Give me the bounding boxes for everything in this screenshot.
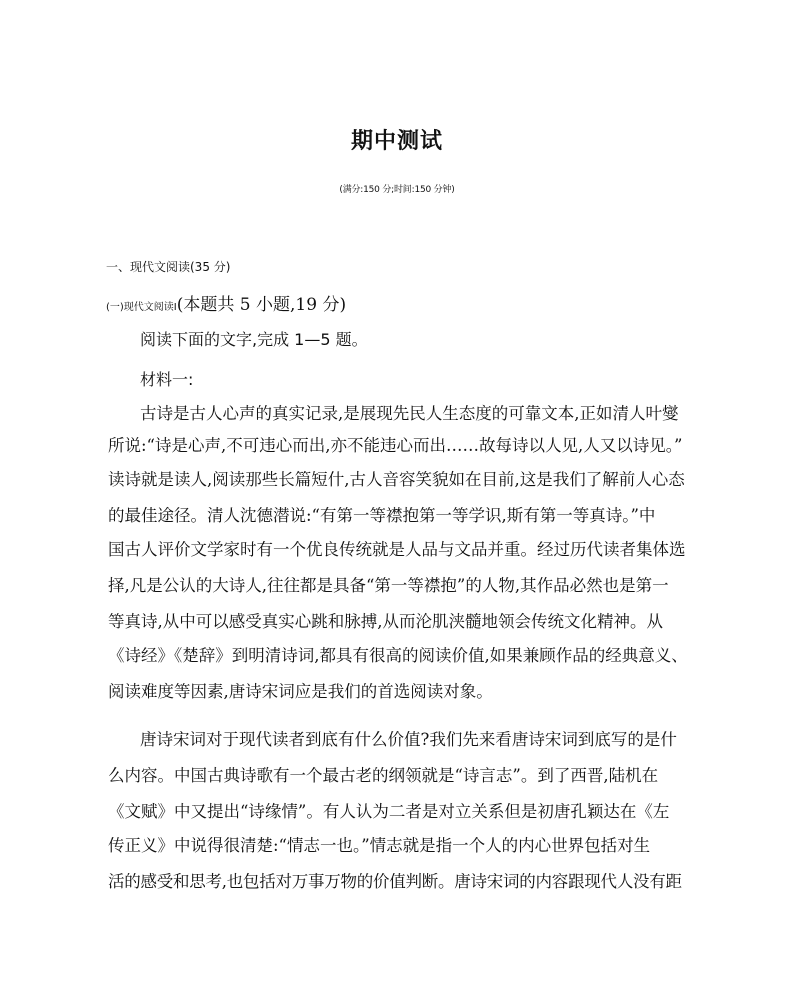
paragraph-line: 阅读难度等因素,唐诗宋词应是我们的首选阅读对象。 xyxy=(108,682,493,701)
page-title: 期中测试 xyxy=(350,129,443,154)
paragraph-line: 等真诗,从中可以感受真实心跳和脉搏,从而沦肌浃髓地领会传统文化精神。从 xyxy=(108,612,663,631)
exam-meta: (满分:150 分;时间:150 分钟) xyxy=(339,185,455,195)
paragraph-line: 国古人评价文学家时有一个优良传统就是人品与文品并重。经过历代读者集体选 xyxy=(108,540,686,559)
subsection-detail: (本题共 5 小题,19 分) xyxy=(176,295,347,315)
section-heading: 一、现代文阅读(35 分) xyxy=(106,260,231,274)
material-label: 材料一: xyxy=(140,370,194,389)
paragraph-line: 么内容。中国古典诗歌有一个最古老的纲领就是“诗言志”。到了西晋,陆机在 xyxy=(108,766,659,785)
paragraph-line: 的最佳途径。清人沈德潜说:“有第一等襟抱第一等学识,斯有第一等真诗。”中 xyxy=(108,506,656,525)
paragraph-line: 读诗就是读人,阅读那些长篇短什,古人音容笑貌如在目前,这是我们了解前人心态 xyxy=(108,470,685,489)
paragraph-line: 《诗经》《楚辞》到明清诗词,都具有很高的阅读价值,如果兼顾作品的经典意义、 xyxy=(108,646,688,665)
subsection-prefix: (一)现代文阅读Ⅰ xyxy=(106,302,177,313)
paragraph-line: 古诗是古人心声的真实记录,是展现先民人生态度的可靠文本,正如清人叶燮 xyxy=(140,404,679,423)
paragraph-line: 活的感受和思考,也包括对万事万物的价值判断。唐诗宋词的内容跟现代人没有距 xyxy=(108,872,682,891)
paragraph-line: 唐诗宋词对于现代读者到底有什么价值?我们先来看唐诗宋词到底写的是什 xyxy=(140,730,677,749)
paragraph-line: 所说:“诗是心声,不可违心而出,亦不能违心而出……故每诗以人见,人又以诗见。” xyxy=(108,436,683,455)
instruction-text: 阅读下面的文字,完成 1—5 题。 xyxy=(140,330,368,349)
paragraph-line: 传正义》中说得很清楚:“情志一也。”情志就是指一个人的内心世界包括对生 xyxy=(108,836,651,855)
subsection-heading xyxy=(106,290,346,315)
paragraph-line: 《文赋》中又提出“诗缘情”。有人认为二者是对立关系但是初唐孔颖达在《左 xyxy=(108,802,670,821)
paragraph-line: 择,凡是公认的大诗人,往往都是具备“第一等襟抱”的人物,其作品必然也是第一 xyxy=(108,576,669,595)
